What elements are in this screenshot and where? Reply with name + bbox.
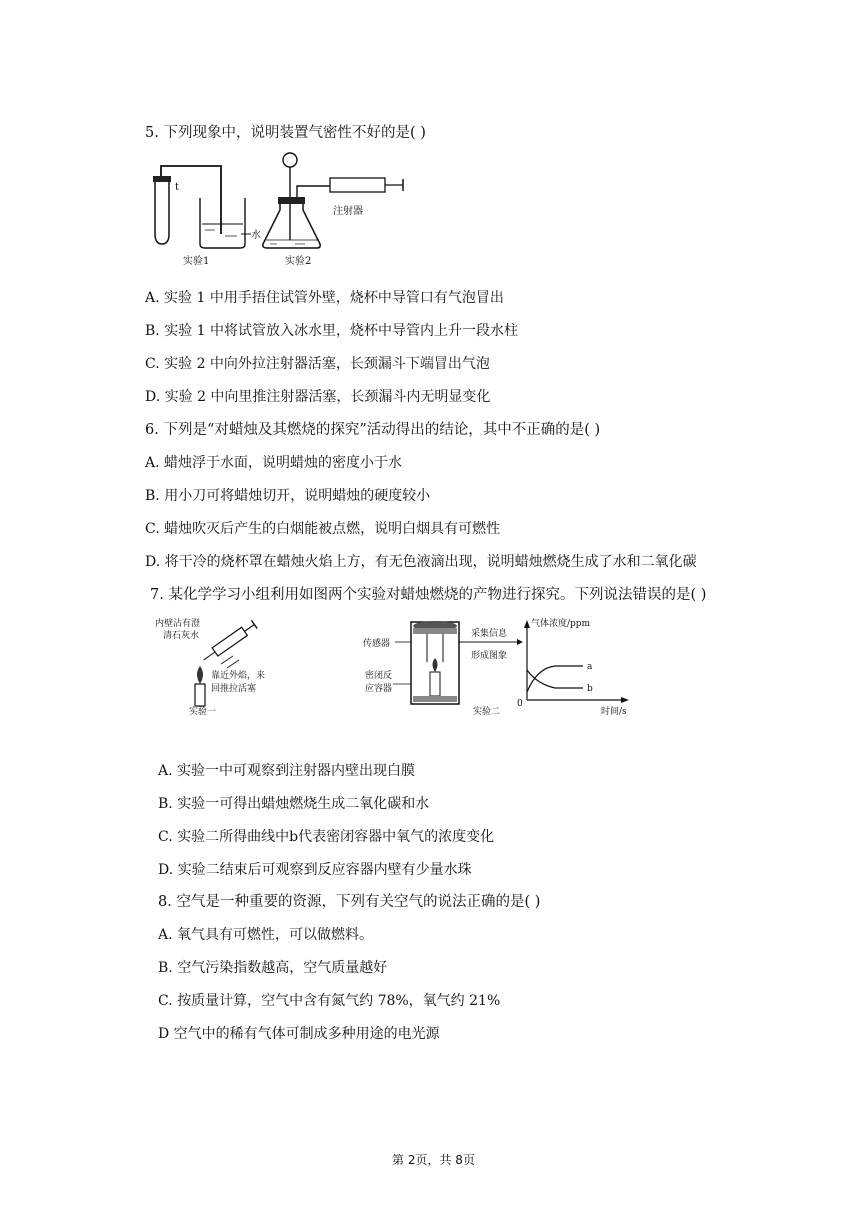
q5-figure (145, 152, 425, 267)
label-exp2: 实验2 (285, 256, 312, 267)
q5-option-a: A. 实验 1 中用手捂住试管外壁，烧杯中导管口有气泡冒出 (145, 290, 504, 306)
q8-option-c: C. 按质量计算，空气中含有氮气约 78%，氧气约 21% (158, 993, 501, 1009)
q6-option-c: C. 蜡烛吹灭后产生的白烟能被点燃，说明白烟具有可燃性 (145, 521, 501, 537)
sensor-label: 传感器 (363, 639, 391, 649)
q6-option-d: D. 将干冷的烧杯罩在蜡烛火焰上方，有无色液滴出现，说明蜡烛燃烧生成了水和二氧化碳 (145, 554, 697, 570)
water-label: 水 (251, 230, 261, 241)
q7-option-b: B. 实验一可得出蜡烛燃烧生成二氧化碳和水 (158, 796, 430, 812)
q5-option-c: C. 实验 2 中向外拉注射器活塞，长颈漏斗下端冒出气泡 (145, 356, 490, 372)
q8-option-b: B. 空气污染指数越高，空气质量越好 (158, 960, 388, 976)
curve-a-label: a (587, 662, 593, 672)
q7-option-c: C. 实验二所得曲线中b代表密闭容器中氧气的浓度变化 (158, 829, 495, 845)
y-axis-label: 气体浓度/ppm (531, 619, 591, 629)
curve-b-label: b (587, 684, 593, 694)
exp2-label: 实验二 (473, 707, 501, 717)
q5-option-d: D. 实验 2 中向里推注射器活塞，长颈漏斗内无明显变化 (145, 389, 491, 405)
q8-option-d: D 空气中的稀有气体可制成多种用途的电光源 (158, 1026, 440, 1042)
tube-mark: t (175, 182, 180, 193)
page-footer: 第 2页，共 8页 (392, 1153, 475, 1167)
q7-figure (155, 612, 675, 722)
exp1-note1b: 清石灰水 (163, 631, 200, 641)
q5-option-b: B. 实验 1 中将试管放入冰水里，烧杯中导管内上升一段水柱 (145, 323, 518, 339)
vessel-label-a: 密闭反 (365, 671, 393, 681)
exp1-note2b: 回推拉活塞 (211, 684, 257, 694)
collect-label-a: 采集信息 (471, 629, 508, 639)
exp1-note1a: 内壁沾有澄 (155, 619, 201, 629)
q8-stem: 8. 空气是一种重要的资源，下列有关空气的说法正确的是( ) (158, 894, 541, 910)
q7-option-d: D. 实验二结束后可观察到反应容器内壁有少量水珠 (158, 862, 472, 878)
origin-label: 0 (517, 699, 523, 709)
q6-option-b: B. 用小刀可将蜡烛切开，说明蜡烛的硬度较小 (145, 488, 431, 504)
q6-stem: 6. 下列是“对蜡烛及其燃烧的探究”活动得出的结论，其中不正确的是( ) (145, 422, 601, 438)
label-exp1: 实验1 (183, 256, 210, 267)
syringe-label: 注射器 (333, 206, 363, 217)
vessel-label-b: 应容器 (365, 684, 393, 694)
q5-stem: 5. 下列现象中，说明装置气密性不好的是( ) (145, 125, 426, 141)
x-axis-label: 时间/s (601, 707, 627, 717)
q7-option-a: A. 实验一中可观察到注射器内壁出现白膜 (158, 763, 416, 779)
q7-stem: 7. 某化学学习小组利用如图两个实验对蜡烛燃烧的产物进行探究。下列说法错误的是( ) (150, 587, 707, 603)
q6-option-a: A. 蜡烛浮于水面，说明蜡烛的密度小于水 (145, 455, 403, 471)
q8-option-a: A. 氧气具有可燃性，可以做燃料。 (158, 927, 374, 943)
exp1-note2a: 靠近外焰，来 (211, 671, 266, 681)
collect-label-b: 形成图象 (471, 651, 508, 661)
exp1-label: 实验一 (189, 707, 217, 717)
